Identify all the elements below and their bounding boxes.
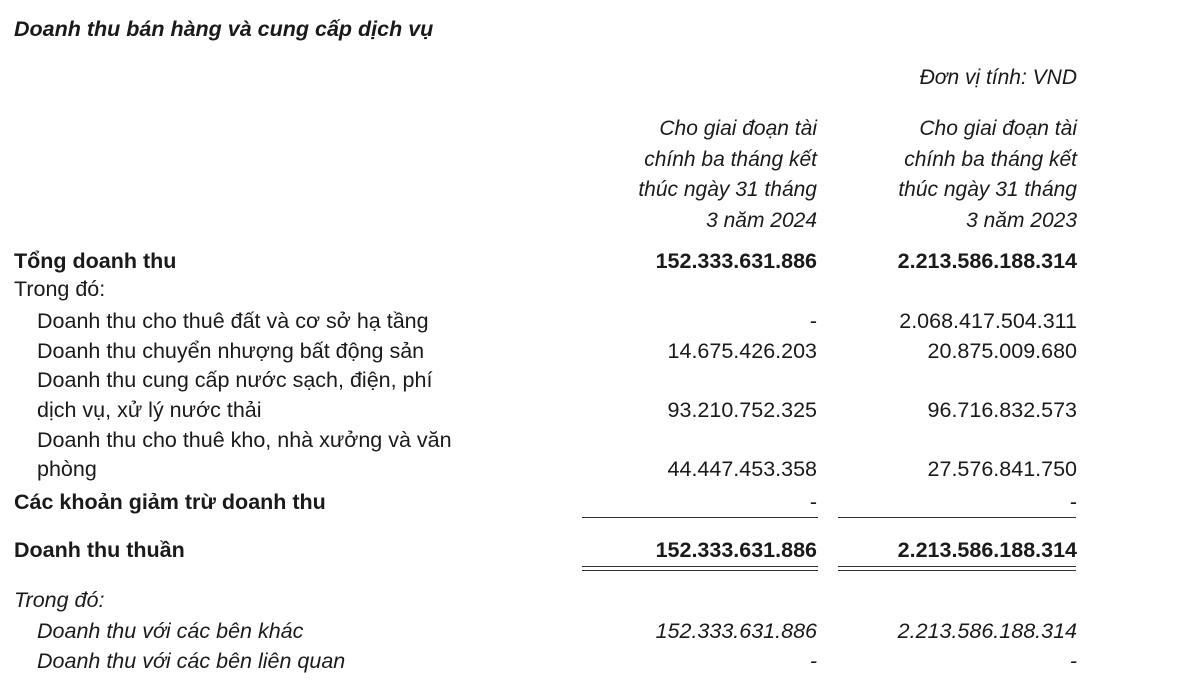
value-2024: 152.333.631.886 — [655, 538, 817, 562]
row-related-parties — [0, 649, 1200, 679]
row-other-parties — [0, 619, 1200, 649]
row-real-estate — [0, 339, 1200, 369]
row-label: Doanh thu cung cấp nước sạch, điện, phí — [37, 368, 433, 392]
row-label: phòng — [37, 457, 97, 481]
value-2023: 2.213.586.188.314 — [897, 538, 1077, 562]
row-label: dịch vụ, xử lý nước thải — [37, 398, 262, 422]
column-header-2024 — [638, 114, 817, 236]
value-2023: - — [1069, 490, 1077, 514]
row-of-which-2 — [0, 588, 1200, 618]
column-header-line: chính ba tháng kết — [644, 147, 817, 171]
value-2023: 20.875.009.680 — [927, 339, 1077, 363]
row-of-which — [0, 277, 1200, 307]
value-2023: 27.576.841.750 — [927, 457, 1077, 481]
unit-label: Đơn vị tính: VND — [919, 66, 1077, 89]
value-2024: 152.333.631.886 — [655, 249, 817, 273]
value-2023: 2.213.586.188.314 — [897, 619, 1077, 643]
value-2023: 2.068.417.504.311 — [899, 309, 1077, 333]
row-label: Doanh thu cho thuê đất và cơ sở hạ tầng — [37, 309, 429, 333]
row-label: Trong đó: — [14, 277, 106, 301]
section-title: Doanh thu bán hàng và cung cấp dịch vụ — [14, 17, 434, 41]
column-header-line: Cho giai đoạn tài — [659, 117, 817, 140]
total-double-rule-2023 — [838, 566, 1076, 571]
column-header-line: thúc ngày 31 tháng — [898, 178, 1077, 201]
value-2024: 44.447.453.358 — [667, 457, 817, 481]
column-header-2023 — [898, 114, 1077, 236]
row-utilities-line1 — [0, 368, 1200, 398]
row-warehouse-line1 — [0, 428, 1200, 458]
row-label: Trong đó: — [14, 588, 105, 612]
column-header-line: 3 năm 2024 — [706, 208, 817, 232]
row-land-lease — [0, 309, 1200, 339]
column-header-line: chính ba tháng kết — [904, 147, 1077, 171]
value-2024: 152.333.631.886 — [655, 619, 817, 643]
row-label: Doanh thu thuần — [14, 538, 185, 562]
row-total-revenue — [0, 249, 1200, 279]
row-label: Doanh thu cho thuê kho, nhà xưởng và văn — [37, 428, 452, 452]
value-2024: 93.210.752.325 — [667, 398, 817, 422]
value-2024: - — [809, 649, 817, 673]
value-2023: 96.716.832.573 — [927, 398, 1077, 422]
row-label: Doanh thu với các bên khác — [37, 619, 304, 643]
column-header-line: 3 năm 2023 — [966, 208, 1077, 232]
total-double-rule-2024 — [582, 566, 818, 571]
column-header-line: thúc ngày 31 tháng — [638, 178, 817, 201]
row-label: Các khoản giảm trừ doanh thu — [14, 490, 326, 514]
row-label: Doanh thu chuyển nhượng bất động sản — [37, 339, 425, 363]
row-warehouse — [0, 457, 1200, 487]
value-2023: 2.213.586.188.314 — [897, 249, 1077, 273]
value-2023: - — [1069, 649, 1077, 673]
value-2024: 14.675.426.203 — [667, 339, 817, 363]
subtotal-rule-2024 — [582, 517, 818, 518]
row-label: Tổng doanh thu — [14, 249, 177, 273]
row-deductions — [0, 490, 1200, 520]
column-header-line: Cho giai đoạn tài — [919, 117, 1077, 140]
row-utilities — [0, 398, 1200, 428]
subtotal-rule-2023 — [838, 517, 1076, 518]
value-2024: - — [809, 309, 817, 333]
row-net-revenue — [0, 538, 1200, 568]
value-2024: - — [809, 490, 817, 514]
row-label: Doanh thu với các bên liên quan — [37, 649, 346, 673]
